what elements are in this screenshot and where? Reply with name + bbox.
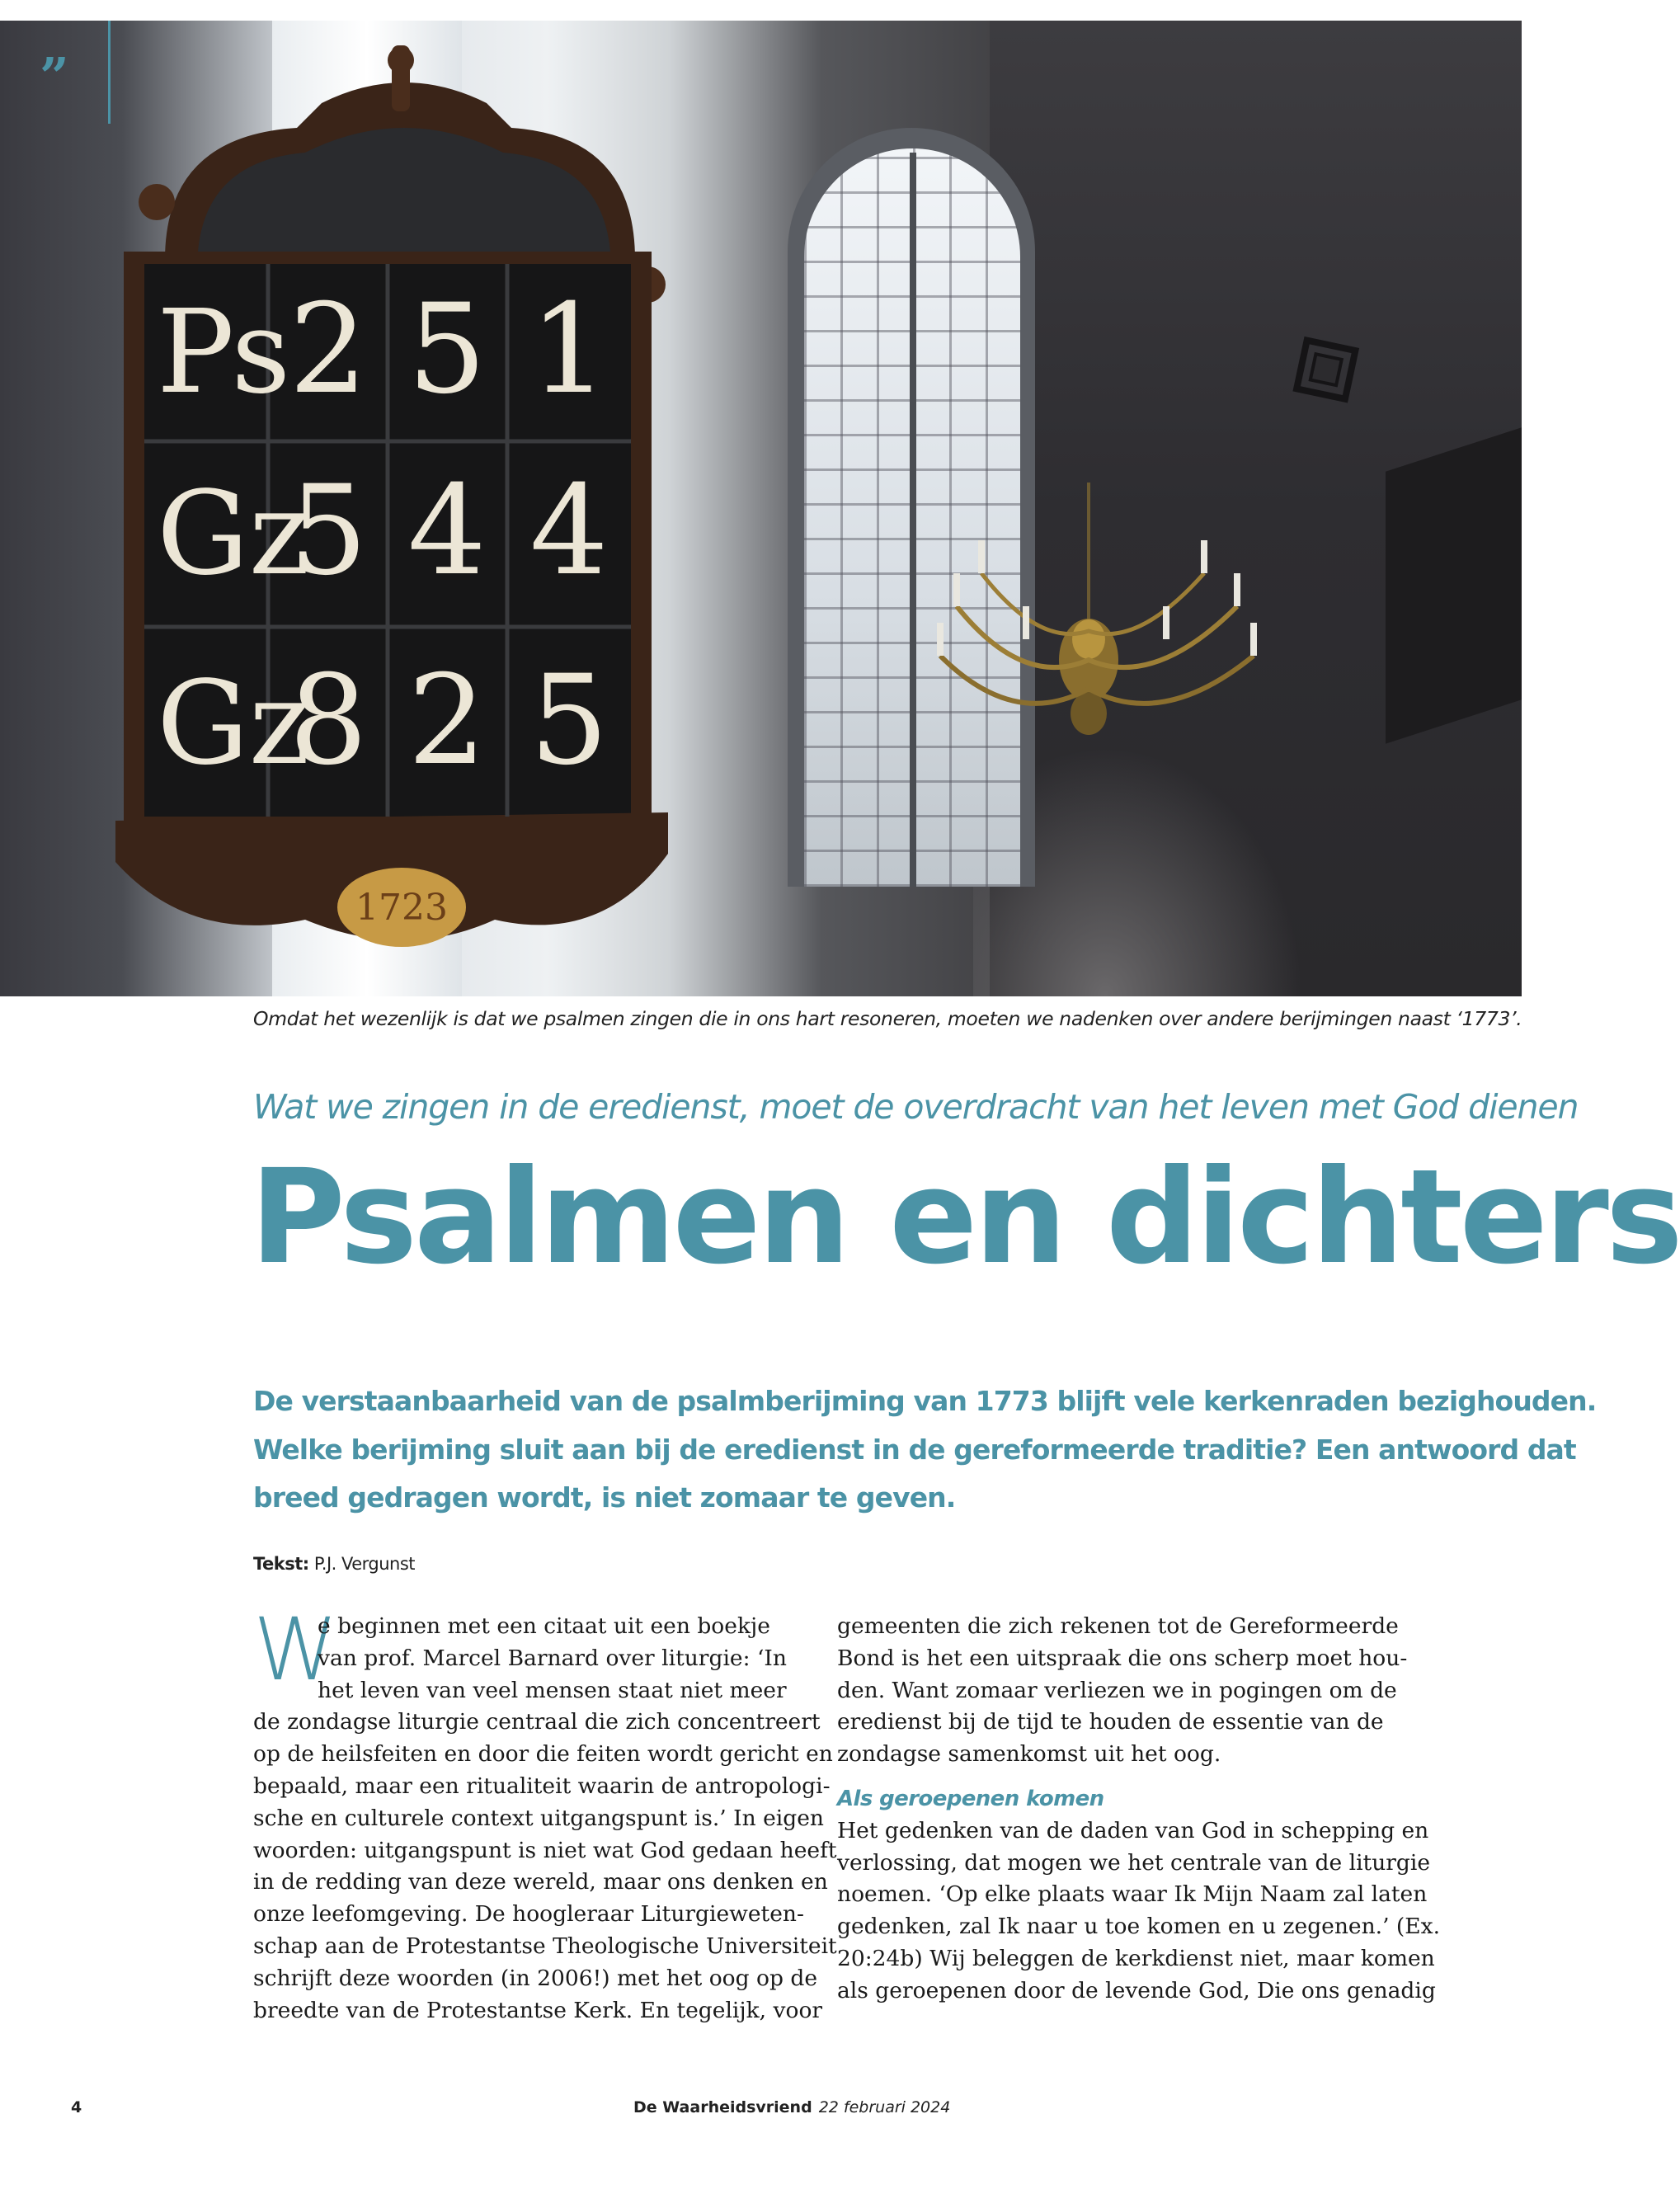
body-column-right [837,1611,1440,2008]
body-column-left [253,1611,837,2027]
body-line: onze leefomgeving. De hoogleraar Liturgieweten- [253,1901,804,1928]
hero-photo [0,21,1522,996]
body-paragraph [837,1611,1408,1771]
board-row1-num1: 2 [289,278,368,421]
article-lead [253,1377,1597,1523]
board-row2-num1: 5 [289,459,368,603]
body-line: schrijft deze woorden (in 2006!) met het oog op de [253,1965,818,1991]
page-number: 4 [71,2098,82,2116]
body-line: e beginnen met een citaat uit een boekje [318,1613,770,1639]
lead-line: breed gedragen wordt, is niet zomaar te geven. [253,1481,956,1514]
body-line: in de redding van deze wereld, maar ons denken en [253,1869,828,1895]
publication-date: 22 februari 2024 [818,2098,951,2116]
body-line: sche en culturele context uitgangspunt is.’ In eigen [253,1805,824,1831]
lead-line: Welke berijming sluit aan bij de eredienst in de gereformeerde traditie? Een antwoord dat [253,1433,1576,1466]
publication-name: De Waarheidsvriend [633,2098,812,2116]
board-row1-num3: 1 [529,278,609,421]
body-line: Het gedenken van de daden van God in schepping en [837,1817,1429,1843]
body-line: op de heilsfeiten en door die feiten wordt gericht en [253,1741,833,1768]
window-mullion [910,153,916,887]
board-row3-num1: 8 [289,649,368,793]
body-line: de zondagse liturgie centraal die zich concentreert [253,1709,821,1735]
body-line: gedenken, zal Ik naar u toe komen en u zegenen.’ (Ex. [837,1914,1440,1940]
body-line: Bond is het een uitspraak die ons scherp moet hou- [837,1645,1408,1671]
quote-rule [108,21,111,124]
body-line: breedte van de Protestantse Kerk. En tegelijk, voor [253,1997,823,2023]
section-subhead: Als geroepenen komen [837,1786,1104,1811]
article-kicker: Wat we zingen in de eredienst, moet de overdracht van het leven met God dienen [253,1087,1579,1127]
footer-publication [633,2098,950,2116]
chandelier [924,483,1270,796]
body-line: bepaald, maar een ritualiteit waarin de antropologi- [253,1773,831,1799]
board-row1-prefix: Ps [157,285,291,420]
body-line: het leven van veel mensen staat niet meer [318,1677,787,1703]
lead-line: De verstaanbaarheid van de psalmberijming van 1773 blijft vele kerkenraden bezighouden. [253,1385,1597,1417]
board-row3-num2: 2 [407,649,487,793]
body-line: van prof. Marcel Barnard over liturgie: ‘In [318,1645,787,1671]
hymn-board [107,45,693,961]
body-line: verlossing, dat mogen we het centrale van de liturgie [837,1849,1431,1876]
body-line: 20:24b) Wij beleggen de kerkdienst niet, maar komen [837,1945,1435,1971]
board-row1-num2: 5 [407,278,487,421]
body-line: woorden: uitgangspunt is niet wat God gedaan heeft [253,1837,837,1863]
drop-cap: W [253,1599,338,1700]
board-row2-num3: 4 [529,459,609,603]
body-line: zondagse samenkomst uit het oog. [837,1741,1221,1768]
board-row2-prefix: Gz [157,467,310,601]
wall-panel [1386,427,1522,744]
body-line: als geroepenen door de levende God, Die ons genadig [837,1977,1436,2003]
wall-lamp-icon [1287,330,1365,408]
photo-caption: Omdat het wezenlijk is dat we psalmen zingen die in ons hart resoneren, moeten we nadenken over andere berijmingen naast ‘1773’. [253,1007,1522,1030]
byline-author: P.J. Vergunst [313,1554,416,1574]
body-line: eredienst bij de tijd te houden de essentie van de [837,1709,1384,1735]
board-plaque: 1723 [355,887,448,929]
body-line: noemen. ‘Op elke plaats waar Ik Mijn Naam zal laten [837,1881,1428,1908]
article-headline: Psalmen en dichters [250,1142,1680,1293]
body-line: gemeenten die zich rekenen tot de Gereformeerde [837,1613,1399,1639]
byline-label: Tekst: [253,1554,309,1574]
body-line: den. Want zomaar verliezen we in pogingen om de [837,1677,1397,1703]
board-row3-prefix: Gz [157,657,310,791]
body-paragraph [837,1815,1440,2008]
board-row2-num2: 4 [407,459,487,603]
board-row3-num3: 5 [529,649,609,793]
body-line: schap aan de Protestantse Theologische Universiteit [253,1933,837,1959]
quote-mark-icon: ” [40,46,69,106]
byline [253,1554,415,1574]
